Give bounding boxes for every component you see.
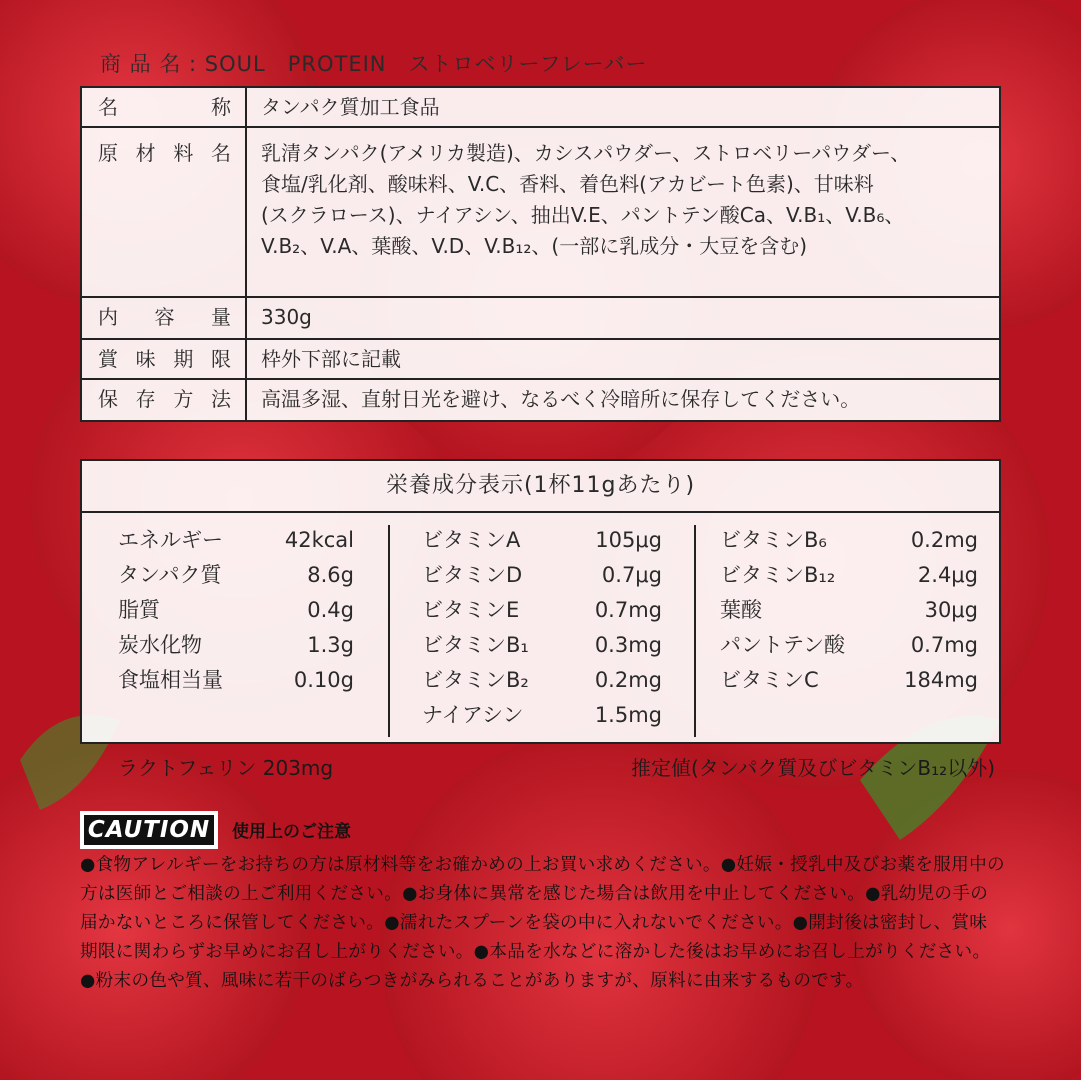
- label-char: 材: [135, 141, 156, 165]
- nutrient-value: 2.4μg: [917, 563, 978, 587]
- ingredient-line: (スクラロース)、ナイアシン、抽出V.E、パントテン酸Ca、V.B₁、V.B₆、: [261, 203, 905, 227]
- nutrition-column-vitamins-1: [422, 523, 662, 733]
- label-char: 容: [154, 305, 175, 329]
- nutrient-row: [422, 663, 662, 698]
- column-divider: [694, 525, 696, 737]
- info-value: タンパク質加工食品: [261, 95, 440, 119]
- nutrition-facts-table: [80, 459, 1001, 744]
- nutrient-row: [720, 593, 978, 628]
- nutrient-row: [720, 558, 978, 593]
- nutrient-name: ナイアシン: [422, 703, 524, 727]
- nutrient-name: パントテン酸: [720, 633, 845, 657]
- ingredient-line: 乳清タンパク(アメリカ製造)、カシスパウダー、ストロベリーパウダー、: [261, 141, 911, 165]
- info-value: 高温多湿、直射日光を避け、なるべく冷暗所に保存してください。: [261, 387, 861, 411]
- nutrient-row: [118, 523, 354, 558]
- nutrition-column-vitamins-2: [720, 523, 978, 698]
- nutrient-name: 脂質: [118, 598, 160, 622]
- label-char: 原: [98, 141, 118, 165]
- nutrient-name: ビタミンA: [422, 528, 521, 552]
- label-char: 賞: [98, 347, 118, 371]
- nutrient-row: [118, 593, 354, 628]
- column-divider: [388, 525, 390, 737]
- nutrient-value: 1.3g: [307, 633, 354, 657]
- nutrient-value: 8.6g: [307, 563, 354, 587]
- nutrient-name: ビタミンC: [720, 668, 819, 692]
- info-row-ingredients: [82, 128, 999, 298]
- label-char: 保: [98, 387, 118, 411]
- label-char: 内: [98, 305, 118, 329]
- nutrient-row: [422, 558, 662, 593]
- info-value: 枠外下部に記載: [261, 347, 401, 371]
- nutrient-name: ビタミンE: [422, 598, 520, 622]
- nutrient-row: [118, 558, 354, 593]
- nutrient-row: [118, 663, 354, 698]
- nutrient-name: 炭水化物: [118, 633, 202, 657]
- label-char: 称: [211, 95, 231, 119]
- nutrient-value: 0.2mg: [594, 668, 662, 692]
- info-label: [82, 380, 247, 420]
- nutrient-name: ビタミンB₁₂: [720, 563, 836, 587]
- nutrient-value: 105μg: [595, 528, 662, 552]
- nutrition-title: 栄養成分表示(1杯11gあたり): [82, 461, 999, 513]
- info-label: [82, 298, 247, 338]
- caution-badge-label: CAUTION: [84, 815, 214, 845]
- nutrient-row: [422, 523, 662, 558]
- nutrient-row: [422, 593, 662, 628]
- nutrient-name: エネルギー: [118, 528, 223, 552]
- info-row-storage: [82, 380, 999, 420]
- nutrient-value: 184mg: [904, 668, 978, 692]
- caution-text: ●食物アレルギーをお持ちの方は原材料等をお確かめの上お買い求めください。●妊娠・授乳中及びお薬を服用中の方は医師とご相談の上ご利用ください。●お身体に異常を感じた場合は飲用を中止してください。●乳幼児の手の届かないところに保管してください。●濡れたスプーンを袋の中に入れないでください。●開封後は密封し、賞味期限に関わらずお早めにお召し上がりください。●本品を水などに溶かした後はお早めにお召し上がりください。●粉末の色や質、風味に若干のばらつきがみられることがありますが、原料に由来するものです。: [80, 855, 1005, 991]
- info-row-best-before: [82, 340, 999, 380]
- nutrient-row: [422, 628, 662, 663]
- nutrient-name: ビタミンB₂: [422, 668, 529, 692]
- info-row-name: [82, 88, 999, 128]
- info-value: 330g: [261, 305, 312, 329]
- lactoferrin-note: ラクトフェリン 203mg: [118, 756, 334, 780]
- label-char: 存: [135, 387, 156, 411]
- nutrient-name: 食塩相当量: [118, 668, 223, 692]
- nutrient-value: 0.10g: [293, 668, 354, 692]
- label-char: 方: [173, 387, 194, 411]
- nutrient-row: [118, 628, 354, 663]
- info-label: [82, 88, 247, 126]
- product-name-line: 商 品 名 : SOUL PROTEIN ストロベリーフレーバー: [100, 52, 648, 76]
- nutrient-value: 0.3mg: [594, 633, 662, 657]
- nutrition-column-basic: [118, 523, 354, 698]
- info-row-content-amount: [82, 298, 999, 340]
- nutrient-name: 葉酸: [720, 598, 762, 622]
- nutrient-value: 42kcal: [284, 528, 354, 552]
- nutrient-value: 1.5mg: [594, 703, 662, 727]
- info-label: [82, 340, 247, 378]
- info-label: [82, 128, 247, 296]
- nutrient-value: 0.4g: [307, 598, 354, 622]
- label-char: 期: [173, 347, 194, 371]
- nutrient-value: 0.7mg: [594, 598, 662, 622]
- label-char: 名: [98, 95, 118, 119]
- nutrient-row: [720, 663, 978, 698]
- nutrient-row: [422, 698, 662, 733]
- nutrient-name: ビタミンB₁: [422, 633, 529, 657]
- label-char: 量: [211, 305, 231, 329]
- label-char: 味: [135, 347, 156, 371]
- nutrient-value: 0.7μg: [601, 563, 662, 587]
- product-info-table: [80, 86, 1001, 422]
- nutrient-value: 0.2mg: [910, 528, 978, 552]
- ingredient-line: 食塩/乳化剤、酸味料、V.C、香料、着色料(アカビート色素)、甘味料: [261, 172, 874, 196]
- nutrient-row: [720, 523, 978, 558]
- caution-title: 使用上のご注意: [232, 822, 351, 842]
- nutrient-value: 0.7mg: [910, 633, 978, 657]
- nutrient-row: [720, 628, 978, 663]
- label-char: 名: [210, 141, 231, 165]
- label-char: 料: [173, 141, 194, 165]
- nutrient-name: ビタミンB₆: [720, 528, 827, 552]
- estimate-note: 推定値(タンパク質及びビタミンB₁₂以外): [631, 756, 995, 780]
- caution-badge: [80, 811, 218, 849]
- label-char: 法: [210, 387, 231, 411]
- nutrient-name: ビタミンD: [422, 563, 523, 587]
- ingredient-line: V.B₂、V.A、葉酸、V.D、V.B₁₂、(一部に乳成分・大豆を含む): [261, 234, 808, 258]
- info-value: [247, 128, 999, 296]
- nutrient-value: 30μg: [924, 598, 978, 622]
- label-char: 限: [210, 347, 231, 371]
- nutrient-name: タンパク質: [118, 563, 222, 587]
